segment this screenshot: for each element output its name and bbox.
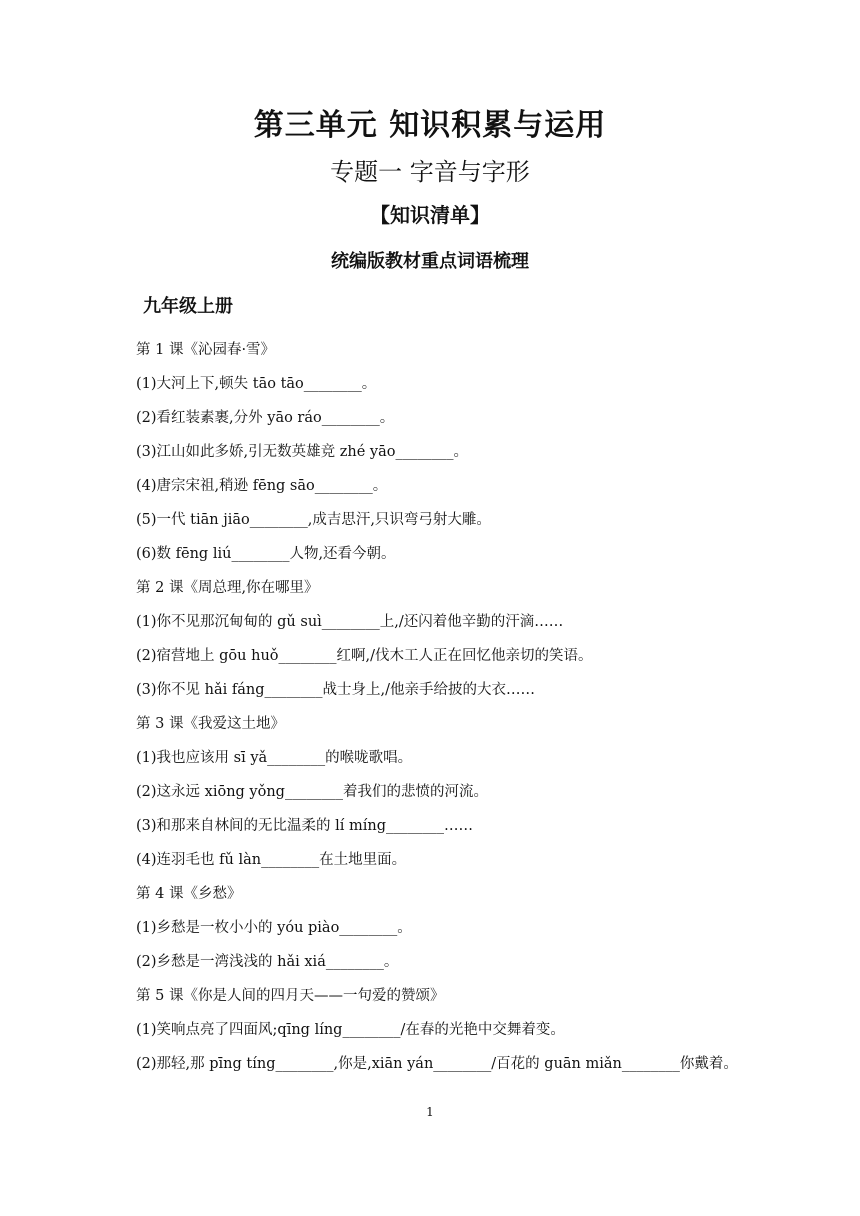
exercise-item: (4)连羽毛也 fǔ làn________在土地里面。 — [136, 852, 407, 868]
exercise-item: (2)乡愁是一湾浅浅的 hǎi xiá________。 — [136, 954, 399, 970]
exercise-item: (2)宿营地上 gōu huǒ________红啊,/伐木工人正在回忆他亲切的笑语。 — [136, 648, 593, 664]
grade-heading: 九年级上册 — [143, 296, 233, 317]
exercise-item: (2)看红装素裹,分外 yāo ráo________。 — [136, 410, 395, 426]
exercise-item: (6)数 fēng liú________人物,还看今朝。 — [136, 546, 396, 562]
exercise-item: (3)和那来自林间的无比温柔的 lí míng________…… — [136, 818, 474, 834]
exercise-item: (1)我也应该用 sī yǎ________的喉咙歌唱。 — [136, 750, 413, 766]
main-title: 第三单元 知识积累与运用 — [253, 108, 607, 143]
exercise-item: (5)一代 tiān jiāo________,成吉思汗,只识弯弓射大雕。 — [136, 512, 491, 528]
exercise-item: (2)这永远 xiōng yǒng________着我们的悲愤的河流。 — [136, 784, 488, 800]
lesson-heading: 第 1 课《沁园春·雪》 — [136, 342, 276, 358]
lesson-heading: 第 3 课《我爱这土地》 — [136, 716, 285, 732]
exercise-item: (4)唐宗宋祖,稍逊 fēng sāo________。 — [136, 478, 388, 494]
section-title: 【知识清单】 — [370, 203, 490, 227]
lesson-heading: 第 2 课《周总理,你在哪里》 — [136, 580, 319, 596]
exercise-item: (2)那轻,那 pīng tíng________,你是,xiān yán________/百花的 guān miǎn________你戴着。 — [136, 1056, 738, 1072]
page-number: 1 — [426, 1105, 434, 1119]
sub-title: 专题一 字音与字形 — [330, 158, 530, 186]
exercise-item: (3)你不见 hǎi fáng________战士身上,/他亲手给披的大衣…… — [136, 682, 536, 698]
exercise-item: (1)笑响点亮了四面风;qīng líng________/在春的光艳中交舞着变。 — [136, 1022, 565, 1038]
exercise-list — [136, 333, 776, 1081]
heading: 统编版教材重点词语梳理 — [331, 251, 529, 272]
lesson-heading: 第 4 课《乡愁》 — [136, 886, 242, 902]
exercise-item: (1)你不见那沉甸甸的 gǔ suì________上,/还闪着他辛勤的汗滴…… — [136, 614, 564, 630]
exercise-item: (3)江山如此多娇,引无数英雄竞 zhé yāo________。 — [136, 444, 468, 460]
exercise-item: (1)乡愁是一枚小小的 yóu piào________。 — [136, 920, 412, 936]
exercise-item: (1)大河上下,顿失 tāo tāo________。 — [136, 376, 377, 392]
lesson-heading: 第 5 课《你是人间的四月天——一句爱的赞颂》 — [136, 988, 445, 1004]
